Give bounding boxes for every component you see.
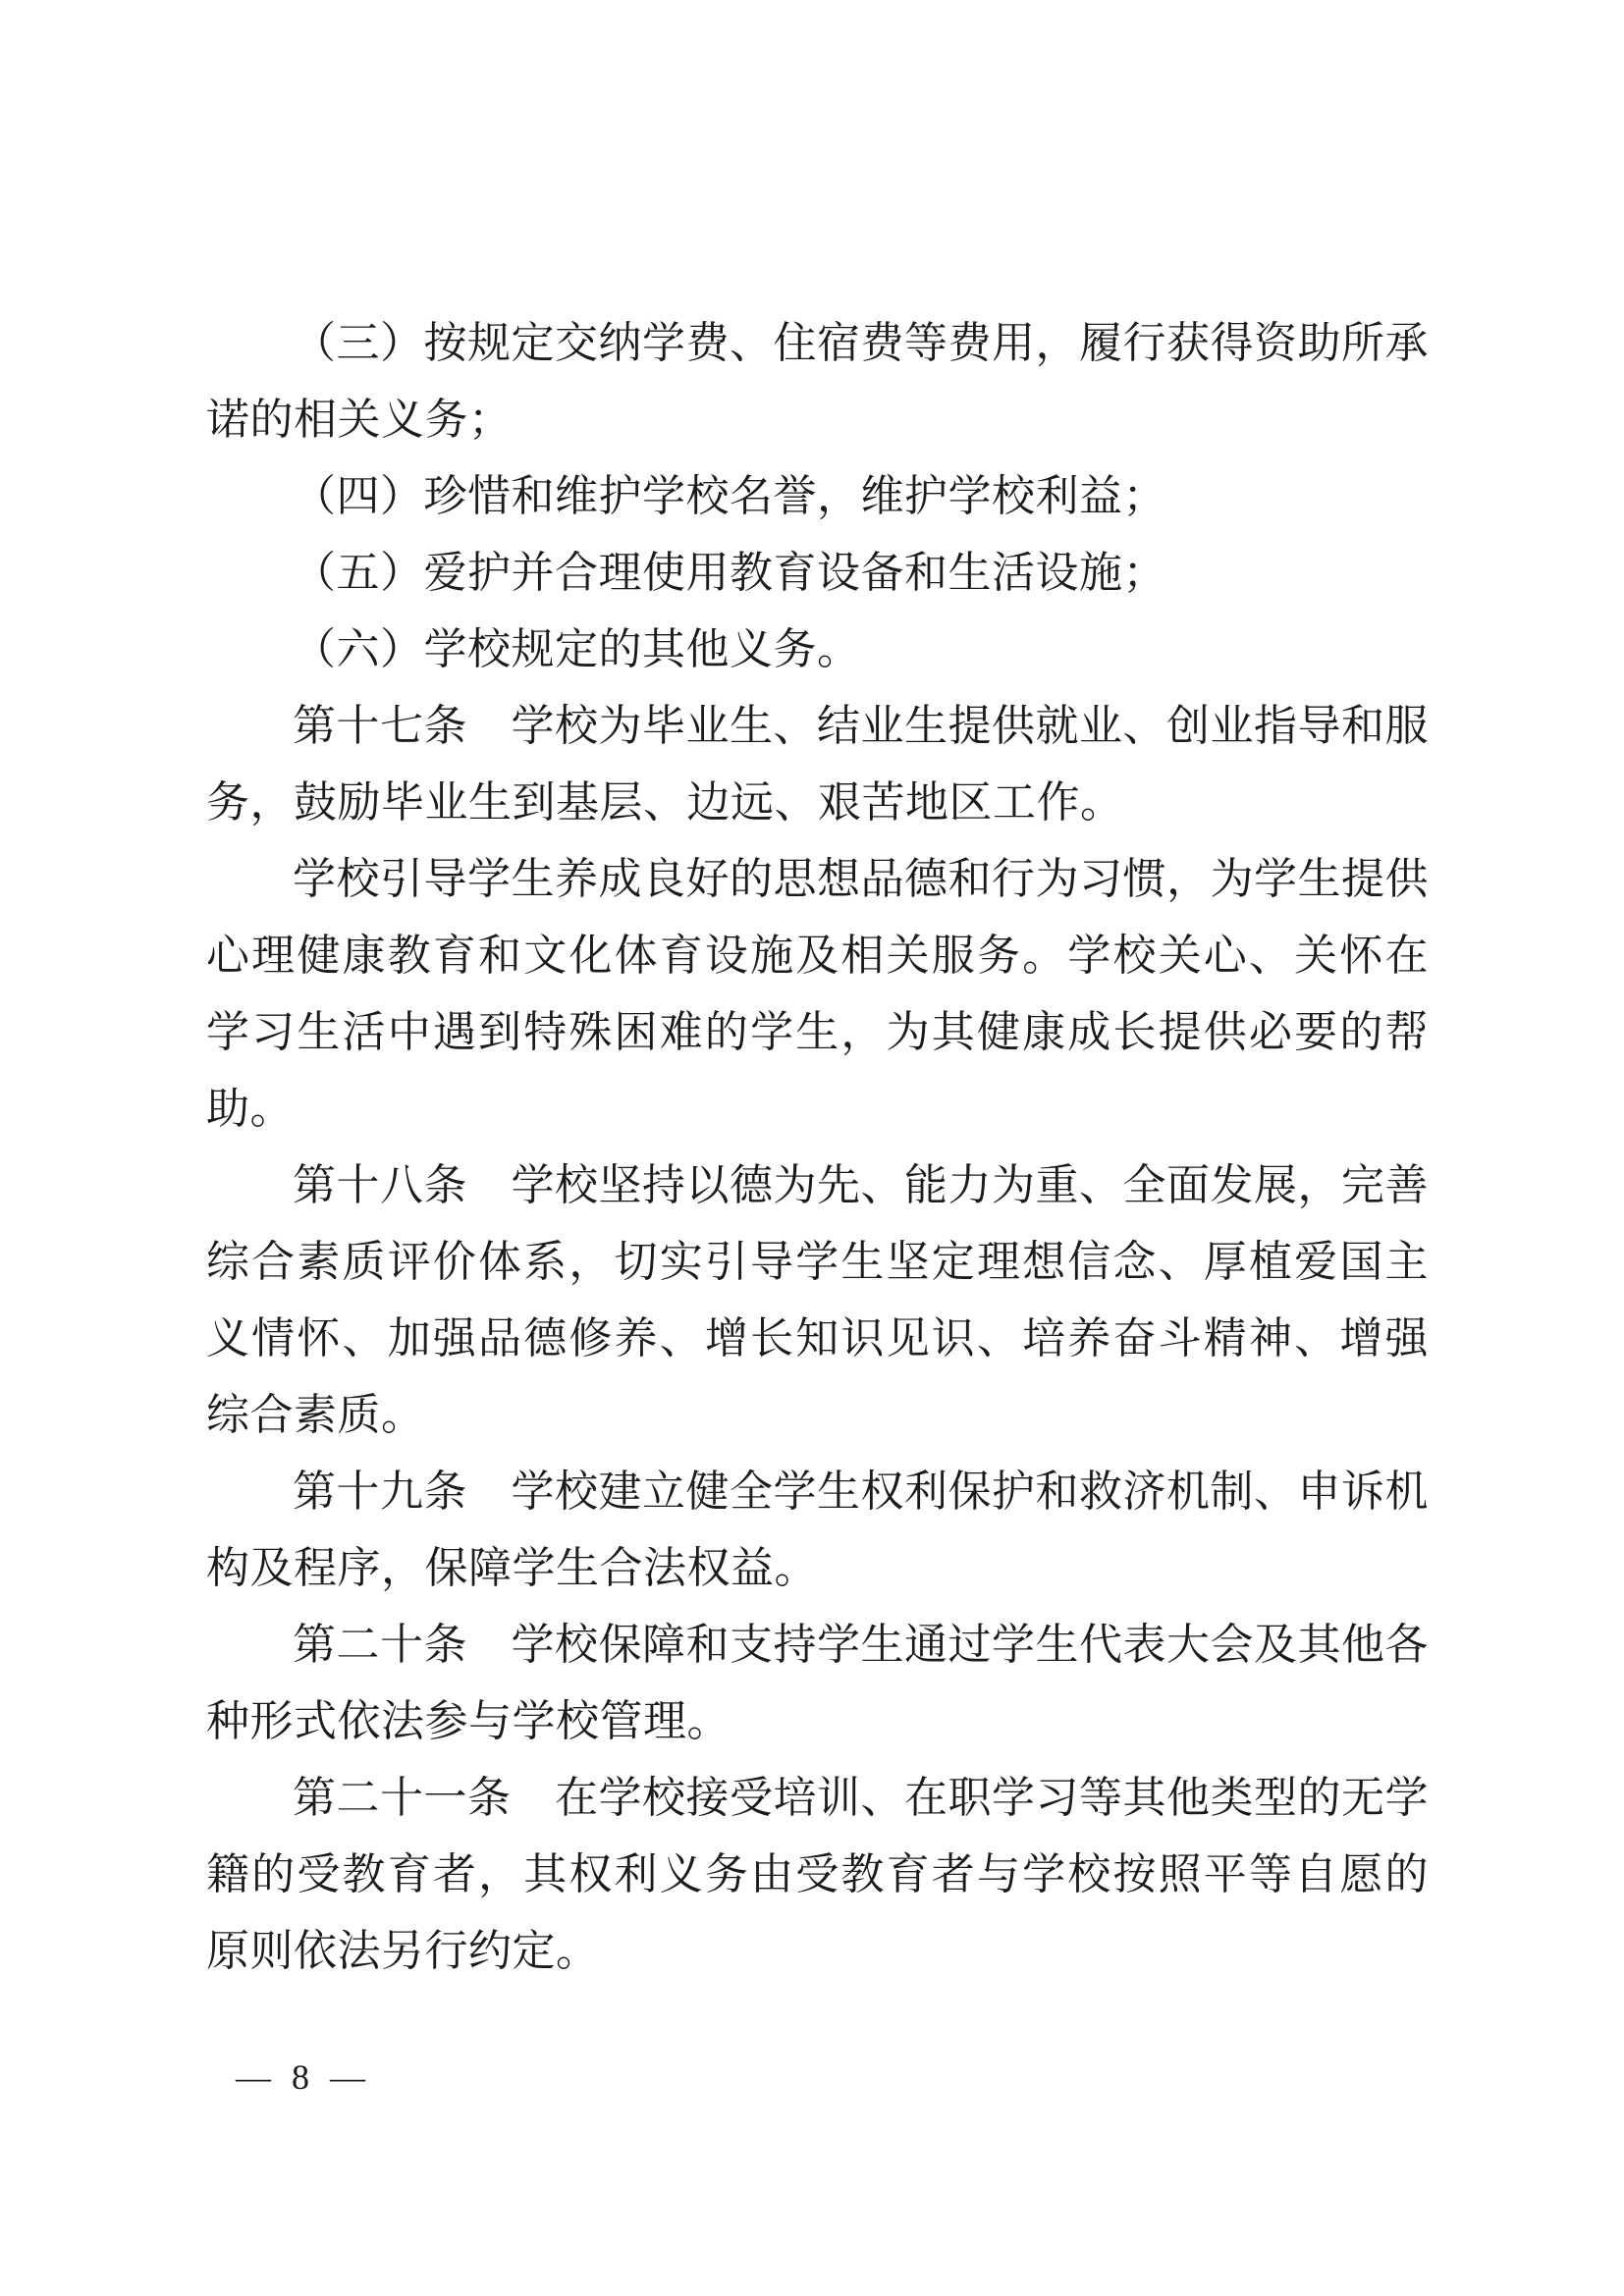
document-body: [206, 305, 1429, 1990]
article-17-paragraph-2: 学校引导学生养成良好的思想品德和行为习惯，为学生提供心理健康教育和文化体育设施及相关服务。学校关心、关怀在学习生活中遇到特殊困难的学生，为其健康成长提供必要的帮助。: [206, 855, 1429, 1133]
article-21: 第二十一条 在学校接受培训、在职学习等其他类型的无学籍的受教育者，其权利义务由受教育者与学校按照平等自愿的原则依法另行约定。: [206, 1774, 1429, 1975]
article-18: 第十八条 学校坚持以德为先、能力为重、全面发展，完善综合素质评价体系，切实引导学生坚定理想信念、厚植爱国主义情怀、加强品德修养、增长知识见识、培养奋斗精神、增强综合素质。: [206, 1161, 1429, 1439]
page-number: — 8 —: [236, 2057, 371, 2097]
obligation-item-6: （六）学校规定的其他义务。: [293, 625, 861, 673]
obligation-item-4: （四）珍惜和维护学校名誉，维护学校利益；: [293, 472, 1166, 520]
article-19: 第十九条 学校建立健全学生权利保护和救济机制、申诉机构及程序，保障学生合法权益。: [206, 1468, 1429, 1592]
article-17: 第十七条 学校为毕业生、结业生提供就业、创业指导和服务，鼓励毕业生到基层、边远、艰苦地区工作。: [206, 702, 1429, 827]
obligation-item-5: （五）爱护并合理使用教育设备和生活设施；: [293, 549, 1166, 597]
article-20: 第二十条 学校保障和支持学生通过学生代表大会及其他各种形式依法参与学校管理。: [206, 1621, 1429, 1745]
obligation-item-3: （三）按规定交纳学费、住宿费等费用，履行获得资助所承诺的相关义务；: [206, 319, 1429, 444]
